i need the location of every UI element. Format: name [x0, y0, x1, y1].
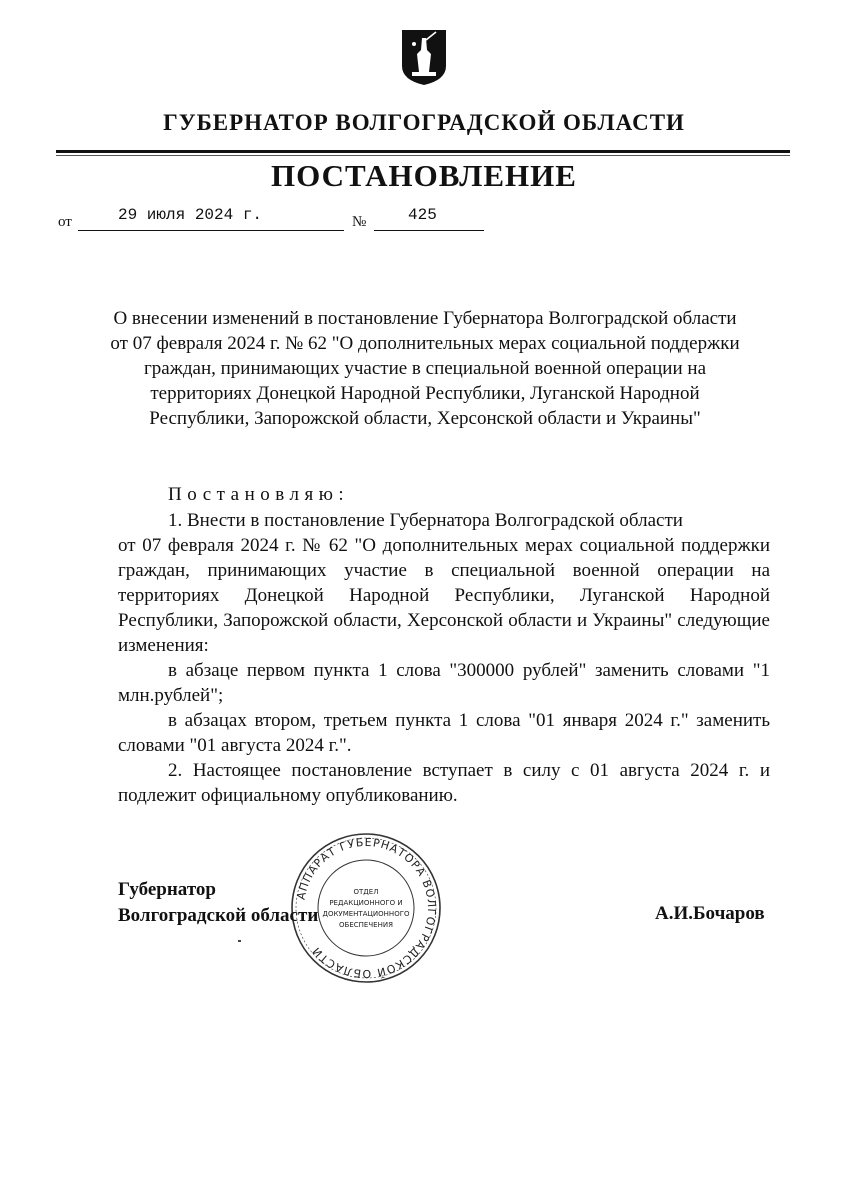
- resolve-heading: Постановляю:: [168, 484, 350, 505]
- date-value: 29 июля 2024 г.: [118, 206, 263, 224]
- date-label: от: [58, 214, 72, 230]
- ink-mark: [238, 940, 241, 942]
- date-field: [78, 206, 344, 231]
- document-body: [118, 508, 770, 808]
- seal-outer-text: АППАРАТ ГУБЕРНАТОРА ВОЛГОГРАДСКОЙ ОБЛАСТИ: [294, 835, 439, 981]
- signatory-title: [118, 877, 318, 929]
- number-label: №: [352, 214, 367, 230]
- seal-inner-line-3: ДОКУМЕНТАЦИОННОГО: [322, 910, 410, 918]
- seal-inner-line-1: ОТДЕЛ: [353, 888, 379, 896]
- change-1: в абзаце первом пункта 1 слова "300000 рублей" заменить словами "1 млн.рублей";: [118, 660, 770, 706]
- signatory-title-line-1: Губернатор: [118, 879, 216, 900]
- signatory-name: А.И.Бочаров: [655, 903, 765, 924]
- document-type: ПОСТАНОВЛЕНИЕ: [271, 158, 577, 193]
- change-2: в абзацах втором, третьем пункта 1 слова "01 января 2024 г." заменить словами "01 августа 2024 г.".: [118, 710, 770, 756]
- signatory-title-line-2: Волгоградской области: [118, 905, 319, 926]
- number-value: 425: [408, 206, 437, 224]
- seal-inner-line-4: ОБЕСПЕЧЕНИЯ: [339, 921, 393, 929]
- number-field: [374, 206, 484, 231]
- header-rule-thin: [56, 155, 790, 156]
- document-subject: О внесении изменений в постановление Губернатора Волгоградской области от 07 февраля 2024 г. № 62 "О дополнительных мерах социальной поддержки граждан, принимающих участие в специальной военной операции на территориях Донецкой Народной Республики, Луганской Народной Республики, Запорожской области, Херсонской области и Украины": [110, 308, 740, 429]
- item-1-first-line: 1. Внести в постановление Губернатора Волгоградской области: [168, 510, 683, 531]
- item-1-text: от 07 февраля 2024 г. № 62 "О дополнительных мерах социальной поддержки граждан, принимающих участие в специальной военной операции на территориях Донецкой Народной Республики, Луганской Народной Республики, Запорожской области, Херсонской области и Украины" следующие изменения:: [118, 535, 770, 656]
- item-2: 2. Настоящее постановление вступает в силу с 01 августа 2024 г. и подлежит официальному опубликованию.: [118, 760, 770, 806]
- header-rule: [56, 150, 790, 153]
- coat-of-arms-icon: [400, 28, 448, 86]
- seal-inner-line-2: РЕДАКЦИОННОГО И: [329, 899, 403, 907]
- authority-title: ГУБЕРНАТОР ВОЛГОГРАДСКОЙ ОБЛАСТИ: [163, 110, 685, 135]
